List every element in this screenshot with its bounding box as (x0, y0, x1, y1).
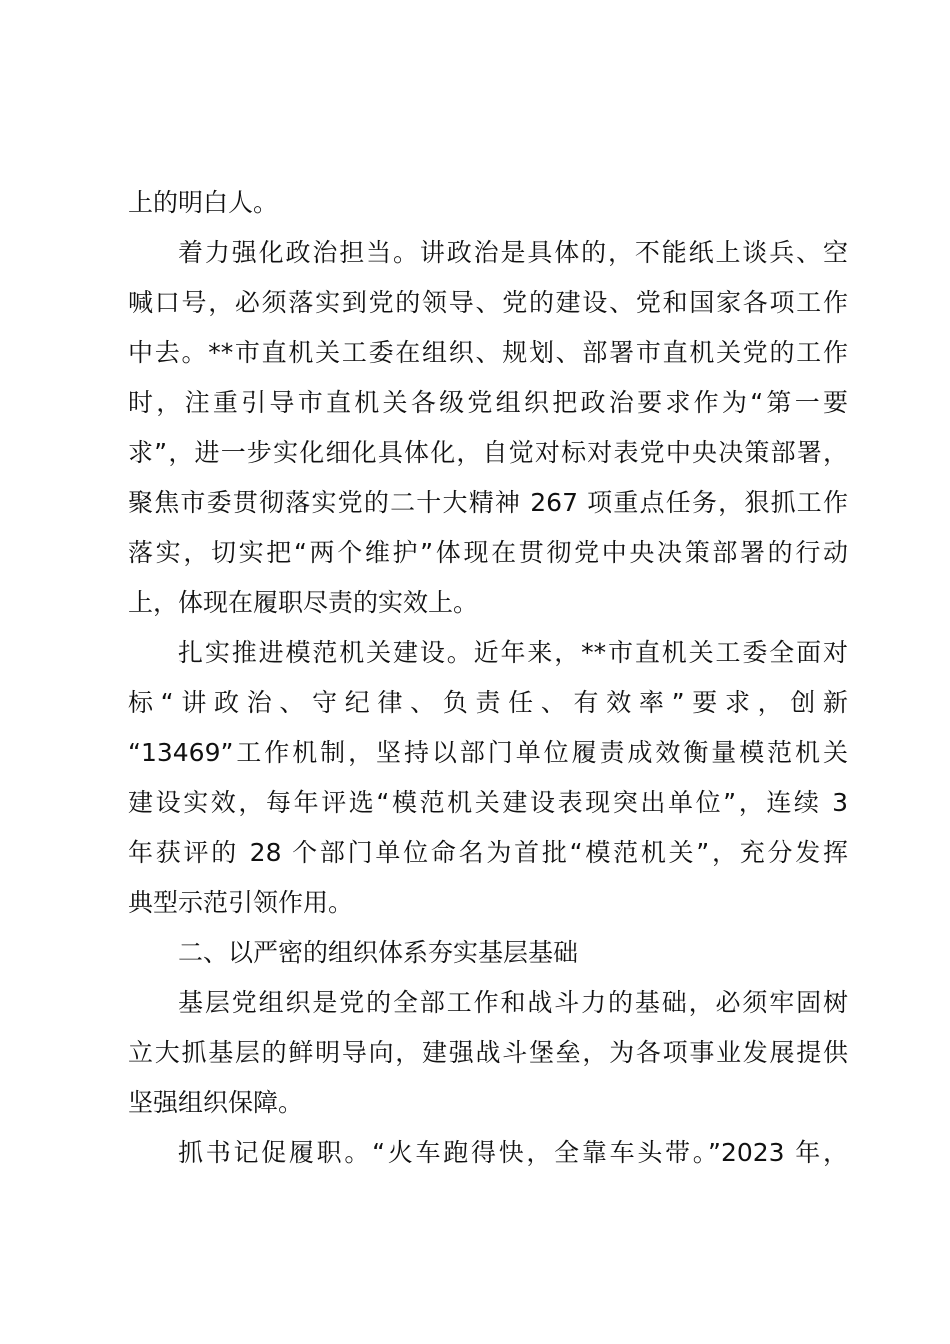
text-line: 年获评的 28 个部门单位命名为首批“模范机关”，充分发挥 (128, 838, 848, 867)
text-line: 求”，进一步实化细化具体化，自觉对标对表党中央决策部署， (128, 438, 848, 467)
text-line: 喊口号，必须落实到党的领导、党的建设、党和国家各项工作 (128, 288, 848, 317)
text-line: 建设实效，每年评选“模范机关建设表现突出单位”，连续 3 (128, 788, 848, 817)
section-heading: 二、以严密的组织体系夯实基层基础 (178, 938, 579, 967)
text-line: 坚强组织保障。 (128, 1088, 304, 1117)
paragraph-secretary: 抓书记促履职。“火车跑得快，全靠车头带。”2023 年， (178, 1138, 848, 1167)
text-line: 聚焦市委贯彻落实党的二十大精神 267 项重点任务，狠抓工作 (128, 488, 848, 517)
text-line: 时，注重引导市直机关各级党组织把政治要求作为“第一要 (128, 388, 848, 417)
text-line: “13469”工作机制，坚持以部门单位履责成效衡量模范机关 (128, 738, 848, 767)
text-line: 典型示范引领作用。 (128, 888, 354, 917)
text-line: 上，体现在履职尽责的实效上。 (128, 588, 479, 617)
text-line: 标“讲政治、守纪律、负责任、有效率”要求，创新 (128, 688, 848, 717)
paragraph-political-responsibility: 着力强化政治担当。讲政治是具体的，不能纸上谈兵、空 (178, 238, 848, 267)
paragraph-model-organs: 扎实推进模范机关建设。近年来，**市直机关工委全面对 (178, 638, 848, 667)
text-line: 中去。**市直机关工委在组织、规划、部署市直机关党的工作 (128, 338, 848, 367)
text-line: 上的明白人。 (128, 188, 279, 217)
text-line: 立大抓基层的鲜明导向，建强战斗堡垒，为各项事业发展提供 (128, 1038, 848, 1067)
paragraph-grassroots: 基层党组织是党的全部工作和战斗力的基础，必须牢固树 (178, 988, 848, 1017)
text-line: 落实，切实把“两个维护”体现在贯彻党中央决策部署的行动 (128, 538, 848, 567)
